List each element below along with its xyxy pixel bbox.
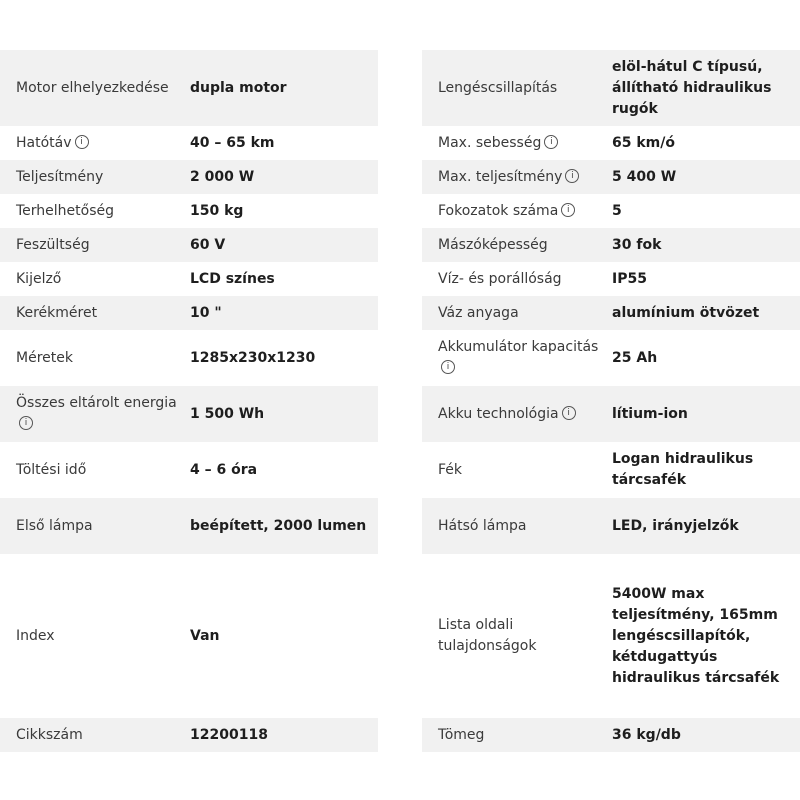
spec-label: [0, 725, 190, 746]
spec-value: 150 kg: [190, 202, 244, 219]
spec-value: 36 kg/db: [612, 726, 681, 743]
spec-label: [422, 269, 612, 290]
spec-label-text: Akku technológia: [438, 405, 559, 422]
spec-row-fek: [422, 442, 800, 498]
spec-label: [422, 337, 612, 379]
spec-row-viz-es-porallosag: [422, 262, 800, 296]
spec-label: [422, 303, 612, 324]
spec-label: [422, 725, 612, 746]
spec-value: dupla motor: [190, 79, 287, 96]
spec-row-motor-elhelyezkedese: [0, 50, 378, 126]
spec-value: 40 – 65 km: [190, 134, 275, 151]
info-icon[interactable]: i: [544, 135, 558, 149]
spec-label: [0, 303, 190, 324]
spec-value: 5 400 W: [612, 168, 677, 185]
spec-label-text: Lista oldali tulajdonságok: [438, 617, 537, 654]
spec-row-fokozatok-szama: [422, 194, 800, 228]
spec-label: [422, 201, 612, 222]
spec-row-vaz-anyaga: [422, 296, 800, 330]
spec-value: 30 fok: [612, 236, 662, 253]
spec-label-text: Lengéscsillapítás: [438, 79, 558, 96]
spec-row-kerekmeret: [0, 296, 378, 330]
spec-row-max-teljesitmeny: [422, 160, 800, 194]
spec-value: LCD színes: [190, 270, 275, 287]
spec-row-akkumulator-kapacitas: [422, 330, 800, 386]
spec-value: 25 Ah: [612, 349, 658, 366]
spec-label-text: Akkumulátor kapacitás: [438, 339, 599, 355]
spec-label-text: Terhelhetőség: [16, 202, 115, 219]
spec-label-text: Kijelző: [16, 270, 62, 287]
spec-label-text: Teljesítmény: [16, 168, 104, 185]
spec-label: [422, 404, 612, 425]
spec-label-text: Hátsó lámpa: [438, 517, 527, 534]
spec-value: 10 ": [190, 304, 222, 321]
spec-label: [422, 516, 612, 537]
spec-label-text: Mászóképesség: [438, 236, 548, 253]
spec-value: 4 – 6 óra: [190, 461, 258, 478]
spec-value: IP55: [612, 270, 647, 287]
spec-value: 1 500 Wh: [190, 405, 265, 422]
spec-label: [422, 615, 612, 657]
spec-label: [0, 133, 190, 154]
spec-label-text: Összes eltárolt energia: [16, 395, 177, 411]
spec-row-tomeg: [422, 718, 800, 752]
spec-label: [0, 393, 190, 435]
spec-row-elso-lampa: [0, 498, 378, 554]
info-icon[interactable]: i: [441, 360, 455, 374]
info-icon[interactable]: i: [19, 416, 33, 430]
spec-label-text: Váz anyaga: [438, 304, 519, 321]
spec-label-text: Víz- és porállóság: [438, 270, 562, 287]
spec-row-index: [0, 554, 378, 718]
spec-row-maszokepesseg: [422, 228, 800, 262]
spec-label: [422, 460, 612, 481]
spec-label-text: Cikkszám: [16, 726, 83, 743]
spec-label: [422, 235, 612, 256]
spec-value: alumínium ötvözet: [612, 304, 760, 321]
spec-value: LED, irányjelzők: [612, 517, 739, 534]
info-icon[interactable]: i: [565, 169, 579, 183]
info-icon[interactable]: i: [561, 203, 575, 217]
spec-row-akku-technologia: [422, 386, 800, 442]
spec-label: [422, 133, 612, 154]
spec-row-osszes-eltarolt-energia: [0, 386, 378, 442]
spec-label-text: Index: [16, 627, 55, 644]
spec-label-text: Fokozatok száma: [438, 202, 559, 219]
info-icon[interactable]: i: [75, 135, 89, 149]
info-icon[interactable]: i: [562, 406, 576, 420]
spec-label: [0, 460, 190, 481]
spec-table-left: [0, 50, 378, 752]
spec-value: 12200118: [190, 726, 268, 743]
spec-value: 5400W max teljesítmény, 165mm lengéscsillapítók, kétdugattyús hidraulikus tárcsafék: [612, 585, 780, 686]
spec-row-meretek: [0, 330, 378, 386]
spec-value: lítium-ion: [612, 405, 688, 422]
spec-label: [0, 201, 190, 222]
spec-label: [0, 348, 190, 369]
spec-label: [422, 78, 612, 99]
spec-label-text: Fék: [438, 461, 463, 478]
spec-row-hatotav: [0, 126, 378, 160]
spec-value: 5: [612, 202, 622, 219]
spec-row-kijelzo: [0, 262, 378, 296]
spec-label-text: Motor elhelyezkedése: [16, 79, 169, 96]
spec-label-text: Első lámpa: [16, 517, 93, 534]
spec-value: elöl-hátul C típusú, állítható hidraulikus rugók: [612, 58, 772, 117]
spec-value: 65 km/ó: [612, 134, 675, 151]
spec-label: [422, 167, 612, 188]
spec-label: [0, 516, 190, 537]
spec-label: [0, 626, 190, 647]
spec-label-text: Töltési idő: [16, 461, 87, 478]
spec-value: 2 000 W: [190, 168, 255, 185]
spec-label-text: Tömeg: [438, 726, 485, 743]
spec-label-text: Hatótáv: [16, 134, 72, 151]
spec-row-lista-oldali-tulajdonsagok: [422, 554, 800, 718]
spec-label: [0, 269, 190, 290]
spec-row-feszultseg: [0, 228, 378, 262]
spec-value: 60 V: [190, 236, 226, 253]
spec-value: beépített, 2000 lumen: [190, 517, 367, 534]
spec-value: Logan hidraulikus tárcsafék: [612, 451, 754, 488]
spec-label: [0, 235, 190, 256]
spec-label-text: Max. sebesség: [438, 134, 542, 151]
spec-label-text: Feszültség: [16, 236, 90, 253]
spec-label-text: Kerékméret: [16, 304, 98, 321]
spec-label-text: Méretek: [16, 349, 73, 366]
spec-label: [0, 78, 190, 99]
spec-row-hatso-lampa: [422, 498, 800, 554]
spec-row-terhelhetoseg: [0, 194, 378, 228]
spec-row-teljesitmeny: [0, 160, 378, 194]
spec-label-text: Max. teljesítmény: [438, 168, 563, 185]
spec-row-max-sebesseg: [422, 126, 800, 160]
spec-label: [0, 167, 190, 188]
spec-value: Van: [190, 627, 220, 644]
spec-value: 1285x230x1230: [190, 349, 316, 366]
spec-row-lengescsillapitas: [422, 50, 800, 126]
spec-row-cikkszam: [0, 718, 378, 752]
spec-table-right: [422, 50, 800, 752]
spec-row-toltesi-ido: [0, 442, 378, 498]
